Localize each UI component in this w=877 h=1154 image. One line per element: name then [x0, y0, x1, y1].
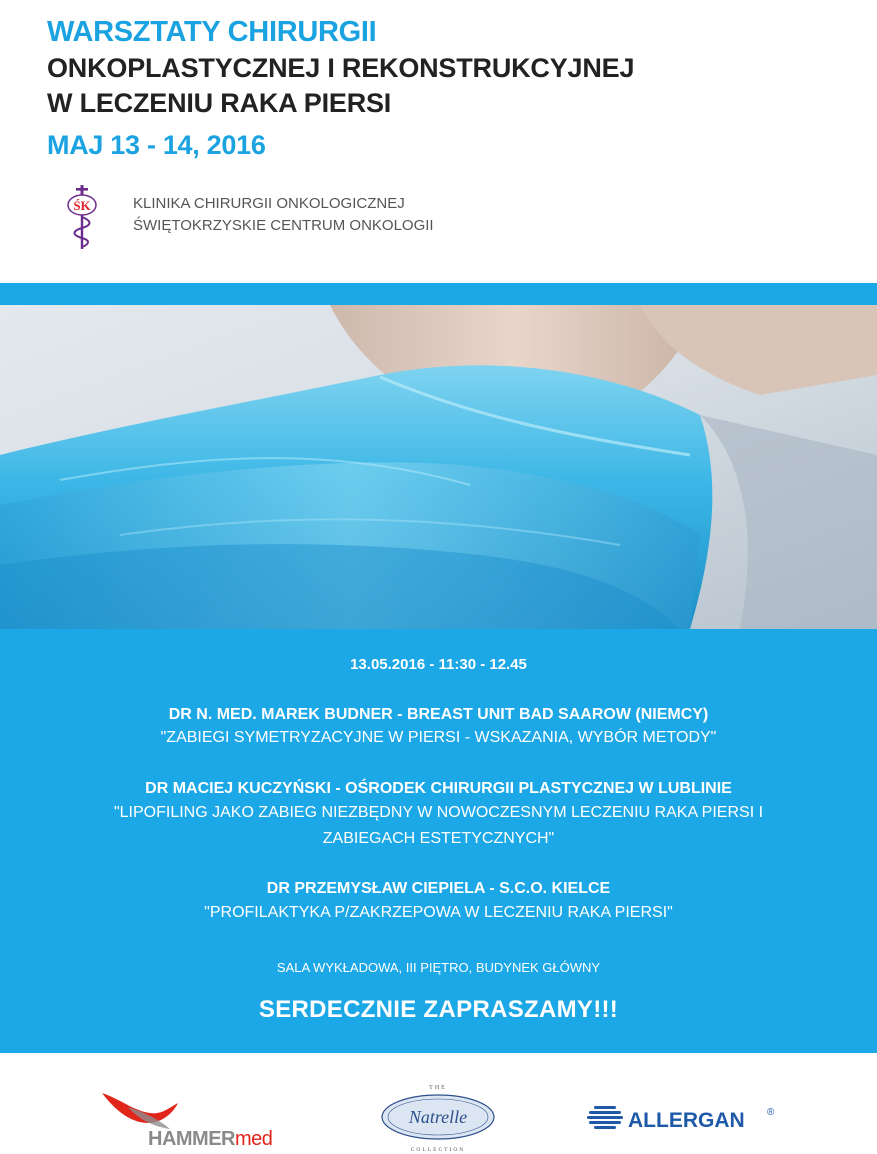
accent-strip — [0, 283, 877, 305]
allergan-registered-mark: ® — [767, 1107, 775, 1118]
speaker-3: DR PRZEMYSŁAW CIEPIELA - S.C.O. KIELCE — [266, 880, 611, 897]
talk-title-3: "PROFILAKTYKA P/ZAKRZEPOWA W LECZENIU RAKA PIERSI" — [204, 904, 673, 921]
natrelle-name: Natrelle — [408, 1107, 468, 1127]
natrelle-logo — [376, 1081, 500, 1153]
session-datetime: 13.05.2016 - 11:30 - 12.45 — [350, 656, 527, 673]
hammermed-brand-light: med — [235, 1128, 273, 1150]
allergan-logo — [586, 1099, 786, 1135]
sponsors-bar — [0, 1053, 877, 1154]
speaker-1: DR N. MED. MAREK BUDNER - BREAST UNIT BAD SAAROW (NIEMCY) — [168, 706, 709, 723]
hammermed-brand-bold: HAMMER — [148, 1128, 235, 1150]
natrelle-bottom-text: COLLECTION — [410, 1147, 466, 1153]
event-title-line3: W LECZENIU RAKA PIERSI — [47, 88, 392, 118]
speaker-2: DR MACIEJ KUCZYŃSKI - OŚRODEK CHIRURGII PLASTYCZNEJ W LUBLINIE — [145, 780, 732, 797]
natrelle-top-text: THE — [429, 1085, 447, 1091]
talk-title-2-line1: "LIPOFILING JAKO ZABIEG NIEZBĘDNY W NOWOCZESNYM LECZENIU RAKA PIERSI I — [113, 804, 764, 821]
event-title-line2: ONKOPLASTYCZNEJ I REKONSTRUKCYJNEJ — [47, 53, 635, 83]
hero-photo — [0, 305, 877, 629]
allergan-globe-icon — [587, 1106, 623, 1129]
poster-header — [0, 0, 877, 283]
venue-info: SALA WYKŁADOWA, III PIĘTRO, BUDYNEK GŁÓWNY — [276, 960, 601, 975]
hammermed-swoosh-icon — [102, 1093, 178, 1123]
hero-image — [0, 305, 877, 629]
clinic-logo-icon — [64, 185, 100, 251]
talk-title-1: "ZABIEGI SYMETRYZACYJNE W PIERSI - WSKAZANIA, WYBÓR METODY" — [160, 729, 717, 746]
invitation-text: SERDECZNIE ZAPRASZAMY!!! — [258, 996, 619, 1023]
allergan-wordmark: ALLERGAN — [628, 1109, 745, 1132]
hammermed-logo — [100, 1089, 300, 1151]
event-title-line1: WARSZTATY CHIRURGII — [47, 16, 377, 48]
talk-title-2-line2: ZABIEGACH ESTETYCZNYCH" — [322, 830, 555, 847]
clinic-logo-letters: ŚK — [73, 198, 91, 213]
program-panel — [0, 629, 877, 1053]
svg-text:HAMMERmed — [148, 1128, 272, 1150]
event-dates: MAJ 13 - 14, 2016 — [47, 130, 266, 160]
clinic-name: KLINIKA CHIRURGII ONKOLOGICZNEJ — [133, 195, 405, 212]
clinic-center-name: ŚWIĘTOKRZYSKIE CENTRUM ONKOLOGII — [133, 217, 434, 234]
